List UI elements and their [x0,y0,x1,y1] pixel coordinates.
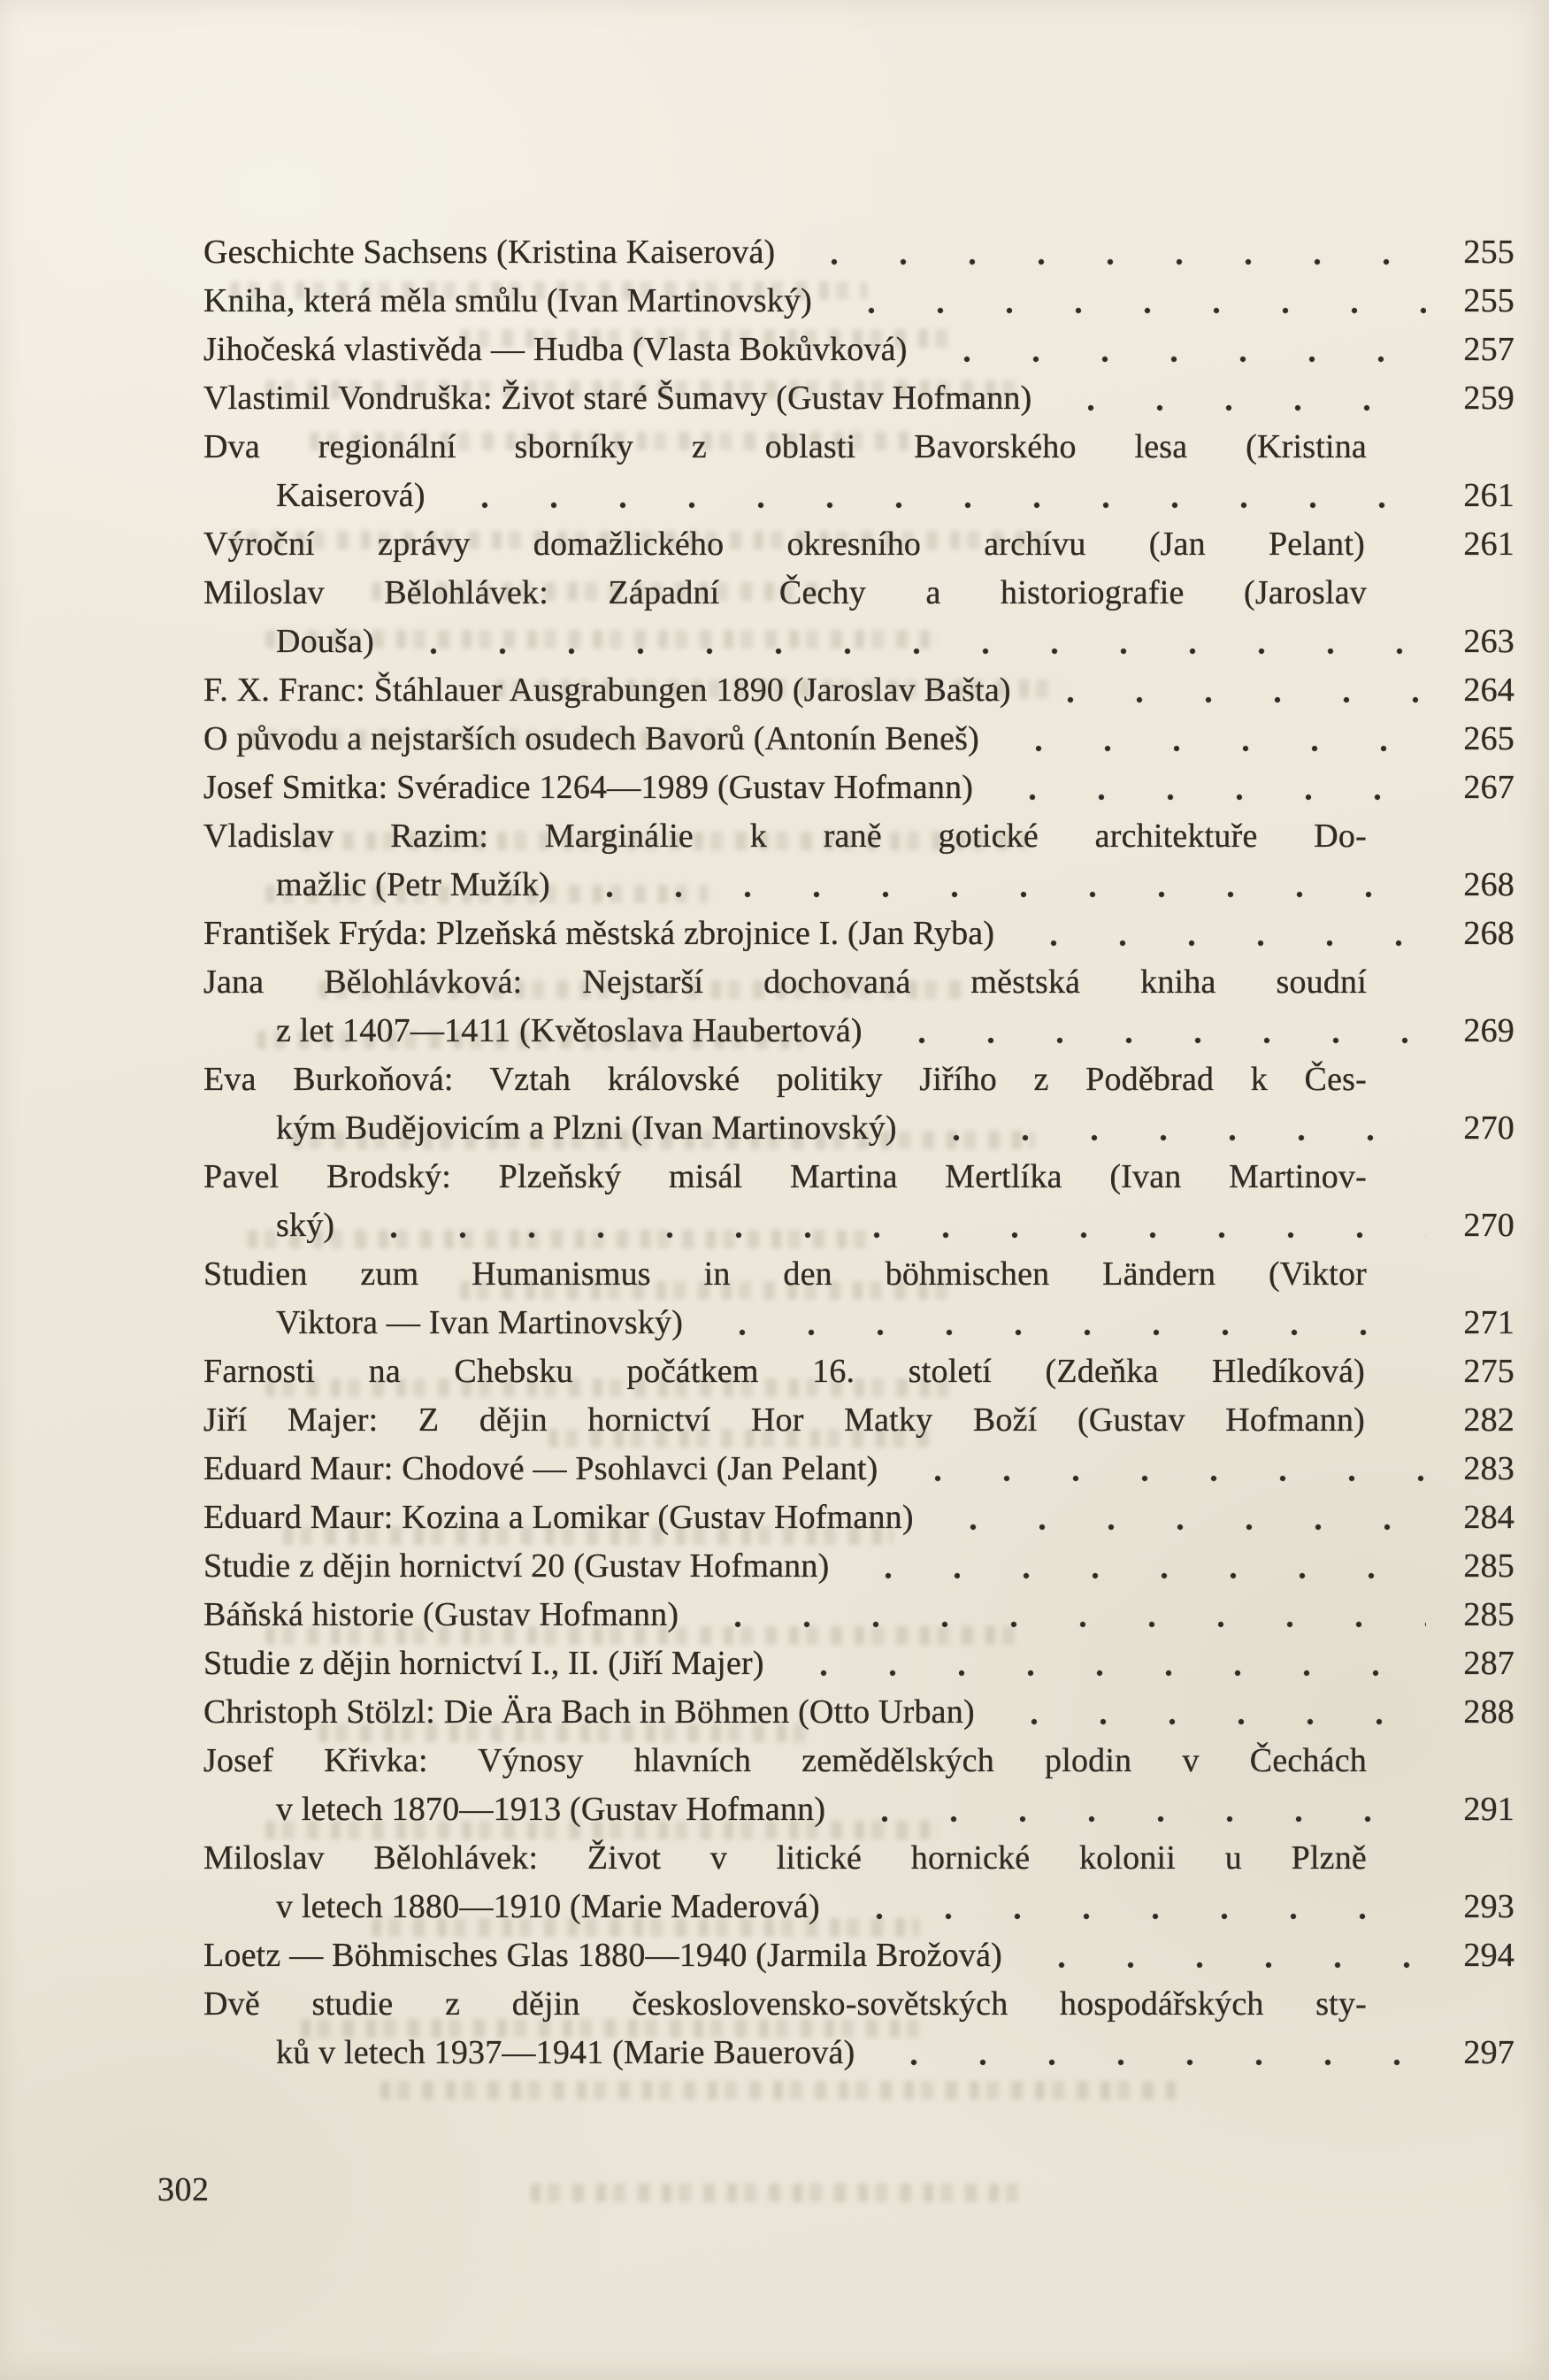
toc-line [203,1737,1514,1785]
leader-gap [1365,1396,1440,1445]
toc-entry-text: Douša) [276,623,374,660]
dot-leader [1036,666,1426,715]
toc-page-number: 294 [1463,1937,1514,1974]
toc-page-number: 283 [1463,1450,1514,1487]
table-of-contents [203,228,1514,2077]
toc-entry [203,1493,1514,1542]
toc-page-number: 255 [1463,282,1514,319]
bleed-through-ghost [531,2184,1026,2202]
toc-entry-text: Eduard Maur: Chodové — Psohlavci (Jan Pelant) [203,1450,878,1487]
toc-entry [203,1834,1514,1931]
toc-entry [203,666,1514,715]
dot-leader [845,1883,1426,1931]
dot-leader [1000,1688,1426,1737]
toc-entry-text: Miloslav Bělohlávek: Západní Čechy a historiografie (Jaroslav [203,574,1367,611]
toc-entry [203,958,1514,1056]
toc-line [203,958,1514,1007]
toc-entry-text: Dvě studie z dějin československo-sovětských hospodářských sty- [203,1985,1367,2023]
toc-line [203,1445,1514,1493]
toc-page-number: 267 [1463,769,1514,806]
toc-line [203,1834,1514,1883]
dot-leader [903,1445,1426,1493]
toc-line [203,569,1514,618]
toc-page-number: 270 [1463,1109,1514,1147]
toc-entry-text: Jihočeská vlastivěda — Hudba (Vlasta Bokůvková) [203,331,908,368]
toc-entry-text: Miloslav Bělohlávek: Život v litické hornické kolonii u Plzně [203,1839,1367,1877]
toc-entry-text: Eduard Maur: Kozina a Lomikar (Gustav Hofmann) [203,1499,914,1536]
dot-leader [837,277,1426,326]
toc-entry [203,910,1514,958]
toc-entry [203,1396,1514,1445]
toc-entry-text: Kaiserová) [276,477,426,514]
toc-line [203,228,1514,277]
toc-entry-text: Pavel Brodský: Plzeňský misál Martina Mertlíka (Ivan Martinov- [203,1158,1367,1195]
toc-entry [203,1056,1514,1153]
toc-line [203,861,1514,910]
toc-line [203,423,1514,472]
toc-entry-text: mažlic (Petr Mužík) [276,866,550,903]
dot-leader [1027,1931,1426,1980]
toc-page-number: 287 [1463,1645,1514,1682]
toc-entry-text: Josef Smitka: Svéradice 1264—1989 (Gustav Hofmann) [203,769,974,806]
toc-line [203,715,1514,764]
toc-page-number: 282 [1463,1401,1514,1439]
dot-leader [887,1007,1426,1056]
toc-page-number: 261 [1463,526,1514,563]
toc-entry [203,520,1514,569]
toc-entry [203,1347,1514,1396]
toc-entry [203,569,1514,666]
toc-entry [203,228,1514,277]
toc-entry [203,1639,1514,1688]
leader-gap [1365,520,1440,569]
leader-gap [1365,1347,1440,1396]
toc-line [203,1007,1514,1056]
toc-page-number: 285 [1463,1547,1514,1585]
toc-page-number: 263 [1463,623,1514,660]
toc-entry-text: ků v letech 1937—1941 (Marie Bauerová) [276,2034,855,2071]
toc-page-number: 297 [1463,2034,1514,2071]
toc-entry-text: Loetz — Böhmisches Glas 1880—1940 (Jarmila Brožová) [203,1937,1003,1974]
dot-leader [789,1639,1426,1688]
toc-page-number: 288 [1463,1693,1514,1731]
toc-entry-text: z let 1407—1411 (Květoslava Haubertová) [276,1012,863,1049]
toc-page-number: 264 [1463,672,1514,709]
bleed-through-ghost [380,2081,1177,2100]
toc-entry-text: Geschichte Sachsens (Kristina Kaiserová) [203,234,776,271]
toc-entry-text: Viktora — Ivan Martinovský) [276,1304,684,1341]
toc-entry [203,1737,1514,1834]
toc-entry-text: Farnosti na Chebsku počátkem 16. století (Zdeňka Hledíková) [203,1353,1365,1390]
dot-leader [939,1493,1426,1542]
toc-entry-text: Eva Burkoňová: Vztah královské politiky Jiřího z Poděbrad k Čes- [203,1061,1367,1098]
toc-page-number: 261 [1463,477,1514,514]
toc-line [203,1493,1514,1542]
dot-leader [850,1785,1426,1834]
toc-entry-text: Studie z dějin hornictví 20 (Gustav Hofmann) [203,1547,830,1585]
dot-leader [922,1104,1426,1153]
toc-entry-text: František Frýda: Plzeňská městská zbrojnice I. (Jan Ryba) [203,915,995,952]
toc-line [203,1980,1514,2029]
toc-entry-text: O původu a nejstarších osudech Bavorů (Antonín Beneš) [203,720,980,757]
toc-line [203,1104,1514,1153]
toc-line [203,1202,1514,1250]
toc-entry-text: ský) [276,1207,335,1244]
toc-page-number: 268 [1463,866,1514,903]
dot-leader [854,1542,1426,1591]
dot-leader [932,326,1426,374]
toc-line [203,520,1514,569]
toc-line [203,1299,1514,1347]
dot-leader [708,1299,1426,1347]
toc-line [203,1250,1514,1299]
toc-entry-text: Kniha, která měla smůlu (Ivan Martinovský) [203,282,813,319]
toc-entry [203,1980,1514,2077]
toc-page-number: 259 [1463,380,1514,417]
toc-entry-text: Jiří Majer: Z dějin hornictví Hor Matky Boží (Gustav Hofmann) [203,1401,1365,1439]
toc-page-number: 271 [1463,1304,1514,1341]
toc-entry-text: Báňská historie (Gustav Hofmann) [203,1596,679,1633]
toc-page-number: 257 [1463,331,1514,368]
toc-line [203,764,1514,812]
toc-entry-text: v letech 1870—1913 (Gustav Hofmann) [276,1791,826,1828]
toc-entry [203,715,1514,764]
toc-entry-text: Jana Bělohlávková: Nejstarší dochovaná městská kniha soudní [203,964,1367,1001]
toc-entry [203,1445,1514,1493]
toc-entry-text: Dva regionální sborníky z oblasti Bavorského lesa (Kristina [203,428,1367,465]
dot-leader [800,228,1426,277]
toc-entry-text: Výroční zprávy domažlického okresního archívu (Jan Pelant) [203,526,1365,563]
toc-entry [203,764,1514,812]
toc-entry [203,1542,1514,1591]
dot-leader [359,1202,1426,1250]
toc-line [203,1056,1514,1104]
toc-entry [203,812,1514,910]
toc-page-number: 275 [1463,1353,1514,1390]
toc-entry-text: Josef Křivka: Výnosy hlavních zemědělských plodin v Čechách [203,1742,1367,1779]
toc-line [203,374,1514,423]
toc-entry-text: Vladislav Razim: Marginálie k raně gotické architektuře Do- [203,818,1367,855]
toc-page-number: 291 [1463,1791,1514,1828]
page-number-footer: 302 [157,2171,210,2208]
toc-line [203,1883,1514,1931]
toc-entry-text: F. X. Franc: Štáhlauer Ausgrabungen 1890 (Jaroslav Bašta) [203,672,1011,709]
toc-entry [203,1591,1514,1639]
dot-leader [879,2029,1426,2077]
toc-line [203,277,1514,326]
toc-entry [203,423,1514,520]
toc-entry-text: v letech 1880—1910 (Marie Maderová) [276,1888,820,1925]
toc-page-number: 269 [1463,1012,1514,1049]
toc-line [203,1153,1514,1202]
toc-line [203,2029,1514,2077]
toc-line [203,1785,1514,1834]
toc-line [203,1542,1514,1591]
toc-entry [203,277,1514,326]
toc-entry [203,1153,1514,1250]
dot-leader [703,1591,1426,1639]
toc-entry-text: Studien zum Humanismus in den böhmischen Ländern (Viktor [203,1255,1367,1293]
toc-entry [203,1250,1514,1347]
toc-entry-text: Christoph Stölzl: Die Ära Bach in Böhmen (Otto Urban) [203,1693,975,1731]
dot-leader [1056,374,1426,423]
toc-page-number: 293 [1463,1888,1514,1925]
dot-leader [1019,910,1426,958]
toc-line [203,618,1514,666]
toc-entry [203,374,1514,423]
toc-line [203,666,1514,715]
dot-leader [998,764,1426,812]
toc-line [203,1347,1514,1396]
toc-page-number: 255 [1463,234,1514,271]
toc-page-number: 268 [1463,915,1514,952]
toc-line [203,1688,1514,1737]
toc-line [203,472,1514,520]
toc-page-number: 270 [1463,1207,1514,1244]
toc-page-number: 265 [1463,720,1514,757]
toc-entry [203,326,1514,374]
toc-page-number: 285 [1463,1596,1514,1633]
toc-entry-text: Vlastimil Vondruška: Život staré Šumavy (Gustav Hofmann) [203,380,1032,417]
dot-leader [1004,715,1426,764]
toc-entry [203,1688,1514,1737]
toc-entry-text: Studie z dějin hornictví I., II. (Jiří Majer) [203,1645,764,1682]
dot-leader [399,618,1426,666]
toc-entry-text: kým Budějovicím a Plzni (Ivan Martinovský) [276,1109,897,1147]
toc-line [203,1396,1514,1445]
toc-line [203,1931,1514,1980]
toc-line [203,910,1514,958]
dot-leader [575,861,1426,910]
toc-line [203,1639,1514,1688]
dot-leader [450,472,1426,520]
toc-entry [203,1931,1514,1980]
toc-line [203,1591,1514,1639]
toc-page-number: 284 [1463,1499,1514,1536]
toc-line [203,812,1514,861]
toc-line [203,326,1514,374]
